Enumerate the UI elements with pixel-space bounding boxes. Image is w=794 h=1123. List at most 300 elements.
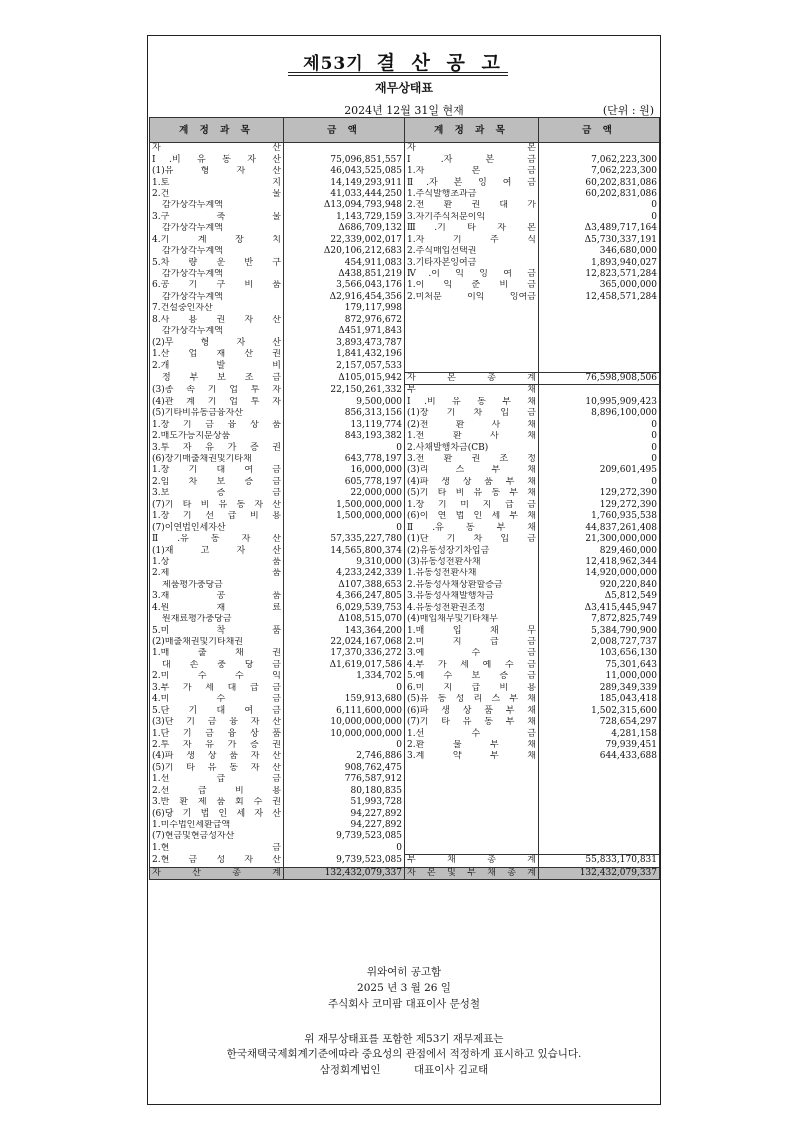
table-row: [150, 694, 660, 705]
right-amount-cell: [539, 315, 660, 326]
left-account-cell: 1.장 기 선 급 비 용: [150, 511, 284, 522]
right-account-cell: 3.자기주식처분이익: [405, 212, 539, 223]
table-header-row: [150, 118, 660, 143]
table-row: [150, 420, 660, 431]
table-row: [150, 292, 660, 303]
left-amount-cell: 4,366,247,805: [284, 591, 405, 602]
right-amount-cell: 7,872,825,749: [539, 614, 660, 625]
table-row: [150, 143, 660, 155]
left-amount-cell: 159,913,680: [284, 694, 405, 705]
right-amount-cell: 7,062,223,300: [539, 154, 660, 165]
left-amount-cell: 856,313,156: [284, 408, 405, 419]
left-account-cell: (7)기 타 비 유 동 자 산: [150, 500, 284, 511]
left-account-cell: 감가상각누계액: [150, 326, 284, 337]
table-row: [150, 591, 660, 602]
table-row: [150, 637, 660, 648]
left-account-cell: 감가상각누계액: [150, 246, 284, 257]
left-amount-cell: 14,565,800,374: [284, 545, 405, 556]
right-amount-cell: 346,680,000: [539, 246, 660, 257]
left-account-cell: (7)현금및현금성자산: [150, 831, 284, 842]
left-amount-cell: 22,024,167,068: [284, 637, 405, 648]
left-account-cell: (4)관 계 기 업 투 자: [150, 397, 284, 408]
table-row: [150, 315, 660, 326]
right-account-cell: 1.매 입 채 무: [405, 625, 539, 636]
left-account-cell: 1.매 출 채 권: [150, 648, 284, 659]
left-account-cell: (1)유 형 자 산: [150, 166, 284, 177]
table-row: [150, 614, 660, 625]
left-amount-cell: 1,500,000,000: [284, 511, 405, 522]
table-row: [150, 257, 660, 268]
table-row: [150, 177, 660, 188]
left-amount-cell: 1,841,432,196: [284, 349, 405, 360]
title-underline: [288, 72, 508, 73]
notice-text: 위와여히 공고함: [366, 966, 442, 978]
left-amount-cell: 0: [284, 740, 405, 751]
left-account-cell: (3)단 기 금 융 자 산: [150, 717, 284, 728]
table-row: [150, 465, 660, 476]
right-account-cell: 2.유동성사채상환할증금: [405, 580, 539, 591]
table-row: [150, 477, 660, 488]
right-amount-cell: [539, 385, 660, 397]
left-amount-cell: Δ2,916,454,356: [284, 292, 405, 303]
table-row: [150, 808, 660, 819]
right-account-cell: 1.장 기 미 지 급 금: [405, 500, 539, 511]
right-account-cell: 1.주식발행초과금: [405, 189, 539, 200]
right-amount-cell: 1,502,315,600: [539, 705, 660, 716]
left-amount-cell: 143,364,200: [284, 625, 405, 636]
right-account-cell: 부 채: [405, 385, 539, 397]
right-amount-cell: [539, 786, 660, 797]
left-account-cell: 2.투 자 유 가 증 권: [150, 740, 284, 751]
table-row: [150, 280, 660, 291]
right-account-cell: (2)유동성장기차입금: [405, 545, 539, 556]
left-amount-cell: 46,043,525,085: [284, 166, 405, 177]
table-row: [150, 705, 660, 716]
right-amount-cell: 0: [539, 431, 660, 442]
total-capital-liabilities-label: 자 본 및 부 채 총 계: [405, 867, 539, 879]
right-amount-cell: 44,837,261,408: [539, 522, 660, 533]
table-row: [150, 580, 660, 591]
right-amount-cell: 7,062,223,300: [539, 166, 660, 177]
left-amount-cell: 9,500,000: [284, 397, 405, 408]
table-row: [150, 454, 660, 465]
right-account-cell: [405, 774, 539, 785]
left-amount-cell: 57,335,227,780: [284, 534, 405, 545]
left-account-cell: 5.단 기 대 여 금: [150, 705, 284, 716]
right-amount-cell: [539, 360, 660, 372]
right-account-cell: 1.유동성전환사채: [405, 568, 539, 579]
table-row: [150, 372, 660, 384]
left-account-cell: 감가상각누계액: [150, 292, 284, 303]
left-amount-cell: Δ105,015,942: [284, 372, 405, 384]
right-amount-cell: [539, 820, 660, 831]
table-bottom-rule: [150, 880, 660, 883]
left-account-cell: 자 산: [150, 143, 284, 155]
right-account-cell: Ⅱ.유 동 부 채: [405, 522, 539, 533]
table-row: [150, 717, 660, 728]
right-account-cell: 2.미처분 이익 잉여금: [405, 292, 539, 303]
left-amount-cell: 9,310,000: [284, 557, 405, 568]
table-row: [150, 522, 660, 533]
right-amount-cell: [539, 843, 660, 855]
left-amount-cell: 1,500,000,000: [284, 500, 405, 511]
grand-total-row: [150, 867, 660, 879]
right-amount-cell: 2,008,727,737: [539, 637, 660, 648]
left-amount-cell: 3,893,473,787: [284, 337, 405, 348]
auditor-signature: [148, 1062, 660, 1077]
right-amount-cell: 728,654,297: [539, 717, 660, 728]
left-account-cell: 5.차 량 운 반 구: [150, 257, 284, 268]
right-amount-cell: 12,458,571,284: [539, 292, 660, 303]
left-account-cell: 4.미 수 금: [150, 694, 284, 705]
right-account-cell: 자 본: [405, 143, 539, 155]
right-account-cell: (6)이 연 법 인 세 부 채: [405, 511, 539, 522]
table-row: [150, 728, 660, 739]
right-account-cell: (5)기 타 비 유 동 부 채: [405, 488, 539, 499]
left-amount-cell: 16,000,000: [284, 465, 405, 476]
left-account-cell: 2.미 수 수 익: [150, 671, 284, 682]
left-amount-cell: 179,117,998: [284, 303, 405, 314]
left-account-cell: 3.투 자 유 가 증 권: [150, 442, 284, 453]
left-account-cell: (2)매출채권및기타채권: [150, 637, 284, 648]
left-amount-cell: 605,778,197: [284, 477, 405, 488]
table-row: [150, 625, 660, 636]
right-amount-cell: 60,202,831,086: [539, 189, 660, 200]
left-account-cell: 2.매도가능지분상품: [150, 431, 284, 442]
unit-label: (단위 : 원): [602, 104, 654, 117]
left-account-cell: 2.제 품: [150, 568, 284, 579]
left-account-cell: (7)이연법인세자산: [150, 522, 284, 533]
left-account-cell: 감가상각누계액: [150, 269, 284, 280]
table-row: [150, 349, 660, 360]
right-account-cell: [405, 337, 539, 348]
left-amount-cell: 22,339,002,017: [284, 235, 405, 246]
audit-opinion-line1: 위 재무상태표를 포함한 제53기 재무제표는: [304, 1033, 504, 1045]
rule-cell: [405, 880, 539, 883]
left-account-cell: 1.단 기 금 융 상 품: [150, 728, 284, 739]
title-label: 결 산 공 고: [376, 52, 505, 74]
right-account-cell: [405, 763, 539, 774]
table-row: [150, 246, 660, 257]
left-amount-cell: 0: [284, 442, 405, 453]
table-row: [150, 774, 660, 785]
left-amount-cell: 80,180,835: [284, 786, 405, 797]
right-account-cell: [405, 786, 539, 797]
right-account-cell: 3.기타자본잉여금: [405, 257, 539, 268]
left-amount-cell: 776,587,912: [284, 774, 405, 785]
left-account-cell: 4.원 재 료: [150, 603, 284, 614]
right-account-cell: [405, 808, 539, 819]
table-row: [150, 603, 660, 614]
left-account-cell: (3)종 속 기 업 투 자: [150, 385, 284, 397]
table-row: [150, 831, 660, 842]
left-amount-cell: 94,227,892: [284, 808, 405, 819]
left-amount-cell: 10,000,000,000: [284, 717, 405, 728]
table-row: [150, 545, 660, 556]
table-row: [150, 360, 660, 372]
right-account-cell: [405, 326, 539, 337]
left-account-cell: Ⅰ.비 유 동 자 산: [150, 154, 284, 165]
table-row: [150, 855, 660, 867]
right-account-cell: (4)매입채무및기타채무: [405, 614, 539, 625]
right-amount-cell: [539, 326, 660, 337]
left-account-cell: 3.반 환 제 품 회 수 권: [150, 797, 284, 808]
left-amount-cell: [284, 143, 405, 155]
statement-title: 재무상태표: [375, 81, 433, 95]
right-account-cell: 5.예 수 보 증 금: [405, 671, 539, 682]
left-account-cell: 3.보 증 금: [150, 488, 284, 499]
left-amount-cell: 454,911,083: [284, 257, 405, 268]
left-amount-cell: 1,334,702: [284, 671, 405, 682]
right-amount-cell: 0: [539, 454, 660, 465]
left-amount-cell: 9,739,523,085: [284, 831, 405, 842]
table-row: [150, 671, 660, 682]
right-account-cell: Ⅱ.자 본 잉 여 금: [405, 177, 539, 188]
left-account-cell: 1.산 업 재 산 권: [150, 349, 284, 360]
left-amount-cell: 908,762,475: [284, 763, 405, 774]
left-amount-cell: Δ107,388,653: [284, 580, 405, 591]
table-row: [150, 235, 660, 246]
left-account-cell: 6.공 기 구 비 품: [150, 280, 284, 291]
left-account-cell: 1.선 급 금: [150, 774, 284, 785]
right-amount-cell: 5,384,790,900: [539, 625, 660, 636]
left-amount-cell: 94,227,892: [284, 820, 405, 831]
table-row: [150, 408, 660, 419]
left-account-cell: 5.미 착 품: [150, 625, 284, 636]
right-amount-cell: 0: [539, 212, 660, 223]
left-account-cell: 3.재 공 품: [150, 591, 284, 602]
right-amount-cell: 0: [539, 200, 660, 211]
left-account-cell: 1.상 품: [150, 557, 284, 568]
left-account-cell: 정 부 보 조 금: [150, 372, 284, 384]
left-amount-cell: 2,157,057,533: [284, 360, 405, 372]
right-account-cell: Ⅰ.자 본 금: [405, 154, 539, 165]
left-account-cell: 1.토 지: [150, 177, 284, 188]
left-amount-cell: Δ451,971,843: [284, 326, 405, 337]
right-account-cell: Ⅳ.이 익 잉 여 금: [405, 269, 539, 280]
left-account-cell: 4.기 계 장 치: [150, 235, 284, 246]
left-amount-cell: 6,111,600,000: [284, 705, 405, 716]
right-account-cell: 4.부 가 세 예 수 금: [405, 660, 539, 671]
table-row: [150, 763, 660, 774]
left-amount-cell: 17,370,336,272: [284, 648, 405, 659]
right-amount-cell: 21,300,000,000: [539, 534, 660, 545]
right-account-cell: 2.환 불 부 채: [405, 740, 539, 751]
left-account-cell: Ⅱ.유 동 자 산: [150, 534, 284, 545]
left-amount-cell: 51,993,728: [284, 797, 405, 808]
right-account-cell: (3)유동성전환사채: [405, 557, 539, 568]
right-account-cell: [405, 820, 539, 831]
left-account-cell: 3.부 가 세 대 급 금: [150, 683, 284, 694]
table-row: [150, 200, 660, 211]
left-amount-cell: 41,033,444,250: [284, 189, 405, 200]
left-account-cell: 대 손 충 당 금: [150, 660, 284, 671]
right-amount-cell: [539, 763, 660, 774]
right-account-cell: 2.사채발행차금(CB): [405, 442, 539, 453]
right-account-cell: 2.주식매입선택권: [405, 246, 539, 257]
balance-sheet-table: [149, 117, 660, 882]
right-account-cell: (1)장 기 차 입 금: [405, 408, 539, 419]
left-account-cell: 2.선 급 비 용: [150, 786, 284, 797]
left-account-cell: 2.임 차 보 증 금: [150, 477, 284, 488]
table-row: [150, 534, 660, 545]
left-amount-cell: 22,000,000: [284, 488, 405, 499]
right-account-cell: 3.예 수 금: [405, 648, 539, 659]
right-amount-cell: 1,893,940,027: [539, 257, 660, 268]
table-row: [150, 797, 660, 808]
left-account-cell: 3.구 축 물: [150, 212, 284, 223]
right-amount-cell: 8,896,100,000: [539, 408, 660, 419]
left-account-cell: (6)장기매출채권및기타채: [150, 454, 284, 465]
table-row: [150, 740, 660, 751]
left-account-cell: 1.장 기 금 융 상 품: [150, 420, 284, 431]
left-account-cell: 2.건 물: [150, 189, 284, 200]
table-row: [150, 212, 660, 223]
right-amount-cell: 365,000,000: [539, 280, 660, 291]
table-row: [150, 648, 660, 659]
left-amount-cell: 75,096,851,557: [284, 154, 405, 165]
account-header-right: 계 정 과 목: [405, 118, 539, 143]
table-row: [150, 189, 660, 200]
right-account-cell: 3.유동성사채발행차금: [405, 591, 539, 602]
left-amount-cell: 14,149,293,911: [284, 177, 405, 188]
table-row: [150, 326, 660, 337]
rule-cell: [150, 880, 284, 883]
left-amount-cell: 643,778,197: [284, 454, 405, 465]
left-amount-cell: 0: [284, 683, 405, 694]
right-amount-cell: 79,939,451: [539, 740, 660, 751]
right-account-cell: (4)파 생 상 품 부 채: [405, 477, 539, 488]
right-amount-cell: 55,833,170,831: [539, 855, 660, 867]
notice-frame: [147, 35, 661, 1105]
right-amount-cell: 0: [539, 442, 660, 453]
total-assets-label: 자 산 총 계: [150, 867, 284, 879]
table-row: [150, 223, 660, 234]
left-account-cell: 감가상각누계액: [150, 200, 284, 211]
right-account-cell: [405, 303, 539, 314]
table-row: [150, 397, 660, 408]
right-amount-cell: 4,281,158: [539, 728, 660, 739]
right-amount-cell: [539, 349, 660, 360]
right-amount-cell: [539, 143, 660, 155]
right-amount-cell: 185,043,418: [539, 694, 660, 705]
table-row: [150, 500, 660, 511]
right-amount-cell: [539, 303, 660, 314]
right-account-cell: 1.선 수 금: [405, 728, 539, 739]
table-row: [150, 786, 660, 797]
right-account-cell: (3)리 스 부 채: [405, 465, 539, 476]
left-account-cell: 8.사 용 권 자 산: [150, 315, 284, 326]
left-amount-cell: 6,029,539,753: [284, 603, 405, 614]
right-account-cell: 6.미 지 급 비 용: [405, 683, 539, 694]
right-amount-cell: 12,418,962,344: [539, 557, 660, 568]
table-row: [150, 511, 660, 522]
amount-header-right: 금 액: [539, 118, 660, 143]
table-row: [150, 568, 660, 579]
left-amount-cell: 13,119,774: [284, 420, 405, 431]
right-amount-cell: Δ5,730,337,191: [539, 235, 660, 246]
right-account-cell: (1)단 기 차 입 금: [405, 534, 539, 545]
right-account-cell: 3.계 약 부 채: [405, 751, 539, 762]
left-account-cell: (5)기 타 유 동 자 산: [150, 763, 284, 774]
left-account-cell: 1.현 금: [150, 843, 284, 855]
left-account-cell: (4)파 생 상 품 자 산: [150, 751, 284, 762]
right-amount-cell: Δ5,812,549: [539, 591, 660, 602]
total-capital-liabilities-amount: 132,432,079,337: [539, 867, 660, 879]
table-row: [150, 488, 660, 499]
right-amount-cell: 12,823,571,284: [539, 269, 660, 280]
right-account-cell: [405, 843, 539, 855]
left-account-cell: (1)재 고 자 산: [150, 545, 284, 556]
right-amount-cell: 76,598,908,506: [539, 372, 660, 384]
left-amount-cell: Δ438,851,219: [284, 269, 405, 280]
right-amount-cell: 0: [539, 420, 660, 431]
statement-date: 2024년 12월 31일 현재: [344, 104, 464, 117]
right-amount-cell: 920,220,840: [539, 580, 660, 591]
notice-date: 2025 년 3 월 26 일: [357, 982, 451, 994]
right-account-cell: 부 채 총 계: [405, 855, 539, 867]
left-account-cell: 1.장 기 대 여 금: [150, 465, 284, 476]
left-account-cell: 1.미수법인세환급액: [150, 820, 284, 831]
left-account-cell: 7.건설중인자산: [150, 303, 284, 314]
right-amount-cell: 129,272,390: [539, 500, 660, 511]
rule-cell: [539, 880, 660, 883]
right-account-cell: [405, 315, 539, 326]
right-amount-cell: [539, 774, 660, 785]
right-account-cell: 2.미 지 급 금: [405, 637, 539, 648]
notice-title: [148, 48, 660, 75]
left-amount-cell: 4,233,242,339: [284, 568, 405, 579]
left-amount-cell: 0: [284, 843, 405, 855]
right-account-cell: Ⅲ.기 타 자 본: [405, 223, 539, 234]
right-account-cell: 1.이 익 준 비 금: [405, 280, 539, 291]
right-amount-cell: Δ3,489,717,164: [539, 223, 660, 234]
table-row: [150, 557, 660, 568]
right-account-cell: [405, 360, 539, 372]
table-row: [150, 683, 660, 694]
period-label: 제53기: [303, 54, 364, 74]
right-account-cell: 1.자 본 금: [405, 166, 539, 177]
right-account-cell: 1.전 환 사 채: [405, 431, 539, 442]
table-row: [150, 820, 660, 831]
total-assets-amount: 132,432,079,337: [284, 867, 405, 879]
audit-opinion-line2: 한국채택국제회계기준에따라 중요성의 관점에서 적정하게 표시하고 있습니다.: [226, 1048, 582, 1060]
right-amount-cell: 0: [539, 477, 660, 488]
right-account-cell: (6)파 생 상 품 부 채: [405, 705, 539, 716]
right-amount-cell: 75,301,643: [539, 660, 660, 671]
right-account-cell: 1.자 기 주 식: [405, 235, 539, 246]
left-amount-cell: 9,739,523,085: [284, 855, 405, 867]
left-amount-cell: Δ1,619,017,586: [284, 660, 405, 671]
right-amount-cell: 103,656,130: [539, 648, 660, 659]
right-account-cell: [405, 831, 539, 842]
table-row: [150, 166, 660, 177]
left-account-cell: 제품평가충당금: [150, 580, 284, 591]
left-amount-cell: 872,976,672: [284, 315, 405, 326]
auditor-name: 삼정회계법인: [319, 1064, 381, 1076]
right-amount-cell: 829,460,000: [539, 545, 660, 556]
right-account-cell: 자 본 총 계: [405, 372, 539, 384]
amount-header-left: 금 액: [284, 118, 405, 143]
right-amount-cell: [539, 831, 660, 842]
left-amount-cell: Δ13,094,793,948: [284, 200, 405, 211]
table-row: [150, 337, 660, 348]
left-account-cell: 2.개 발 비: [150, 360, 284, 372]
right-account-cell: Ⅰ.비 유 동 부 채: [405, 397, 539, 408]
table-row: [150, 154, 660, 165]
right-account-cell: (2)전 환 사 채: [405, 420, 539, 431]
right-account-cell: 2.전 환 권 대 가: [405, 200, 539, 211]
